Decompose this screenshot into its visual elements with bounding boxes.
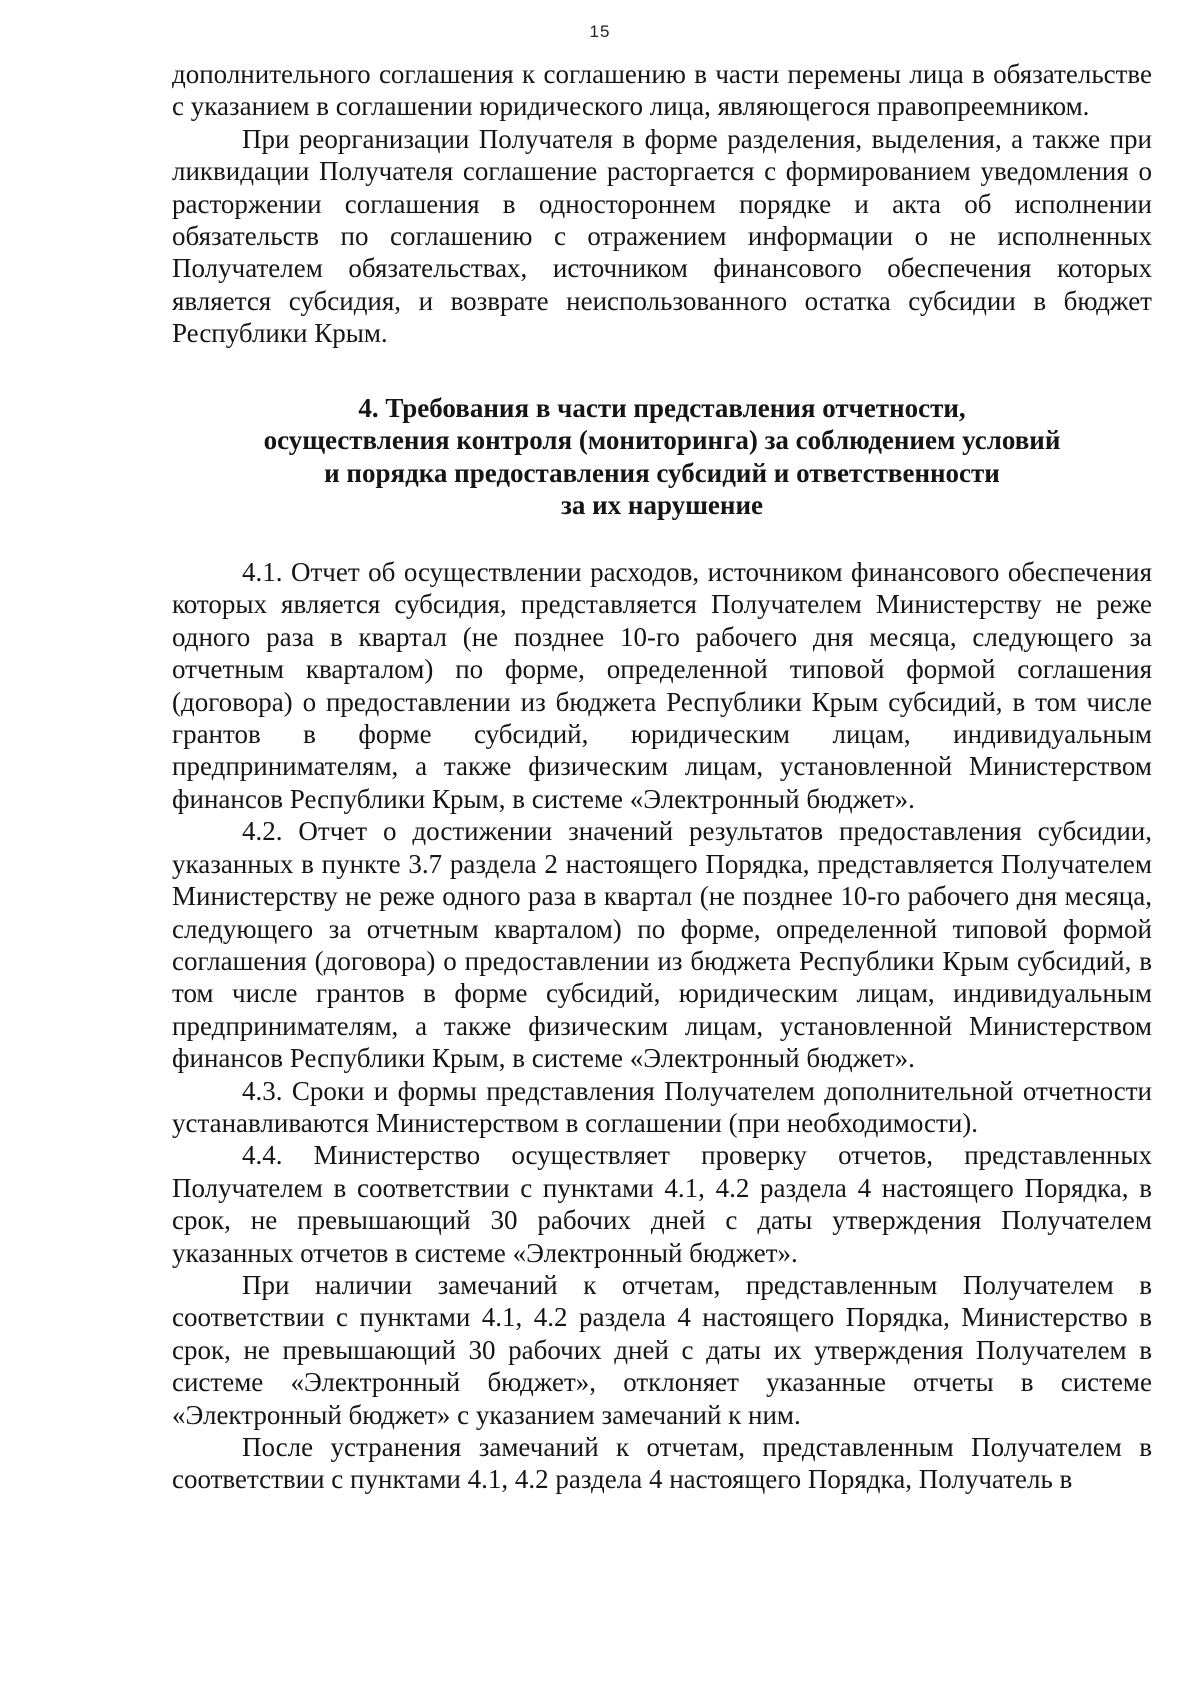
section-heading-line: и порядка предоставления субсидий и ответственности xyxy=(324,457,1000,488)
section-heading-line: за их нарушение xyxy=(561,490,763,521)
paragraph: После устранения замечаний к отчетам, представленным Получателем в соответствии с пунктами 4.1, 4.2 раздела 4 настоящего Порядка, Получатель в xyxy=(172,1432,1152,1495)
paragraph: При наличии замечаний к отчетам, представленным Получателем в соответствии с пунктами 4.1, 4.2 раздела 4 настоящего Порядка, Министерство в срок, не превышающий 30 рабочих дней с даты их утверждения Получателем в системе «Электронный бюджет», отклоняет указанные отчеты в системе «Электронный бюджет» с указанием замечаний к ним. xyxy=(172,1269,1152,1430)
paragraph-4-2: 4.2. Отчет о достижении значений результатов предоставления субсидии, указанных в пункте 3.7 раздела 2 настоящего Порядка, представляется Получателем Министерству не реже одного раза в квартал (не позднее 10-го рабочего дня месяца, следующего за отчетным кварталом) по форме, определенной типовой формой соглашения (договора) о предоставлении из бюджета Республики Крым субсидий, в том числе грантов в форме субсидий, юридическим лицам, индивидуальным предпринимателям, а также физическим лицам, установленной Министерством финансов Республики Крым, в системе «Электронный бюджет». xyxy=(172,816,1152,1074)
paragraph-4-4: 4.4. Министерство осуществляет проверку отчетов, представленных Получателем в соответствии с пунктами 4.1, 4.2 раздела 4 настоящего Порядка, в срок, не превышающий 30 рабочих дней с даты утверждения Получателем указанных отчетов в системе «Электронный бюджет». xyxy=(172,1140,1152,1268)
paragraph-4-3: 4.3. Сроки и формы представления Получателем дополнительной отчетности устанавливаются Министерством в соглашении (при необходимости). xyxy=(172,1075,1152,1138)
paragraph-4-1: 4.1. Отчет об осуществлении расходов, источником финансового обеспечения которых является субсидия, представляется Получателем Министерству не реже одного раза в квартал (не позднее 10-го рабочего дня месяца, следующего за отчетным кварталом) по форме, определенной типовой формой соглашения (договора) о предоставлении из бюджета Республики Крым субсидий, в том числе грантов в форме субсидий, юридическим лицам, индивидуальным предпринимателям, а также физическим лицам, установленной Министерством финансов Республики Крым, в системе «Электронный бюджет». xyxy=(172,557,1152,814)
page-number: 15 xyxy=(589,22,611,41)
section-heading-line: осуществления контроля (мониторинга) за соблюдением условий xyxy=(263,425,1061,456)
section-heading xyxy=(172,392,1152,522)
paragraph: дополнительного соглашения к соглашению в части перемены лица в обязательстве с указанием в соглашении юридического лица, являющегося правопреемником. xyxy=(172,59,1152,122)
paragraph: При реорганизации Получателя в форме разделения, выделения, а также при ликвидации Получателя соглашение расторгается с формированием уведомления о расторжении соглашения в одностороннем порядке и акта об исполнении обязательств по соглашению с отражением информации о не исполненных Получателем обязательствах, источником финансового обеспечения которых является субсидия, и возврате неиспользованного остатка субсидии в бюджет Республики Крым. xyxy=(172,123,1152,349)
document-body xyxy=(172,58,1152,1496)
section-heading-line: 4. Требования в части представления отчетности, xyxy=(358,392,966,423)
